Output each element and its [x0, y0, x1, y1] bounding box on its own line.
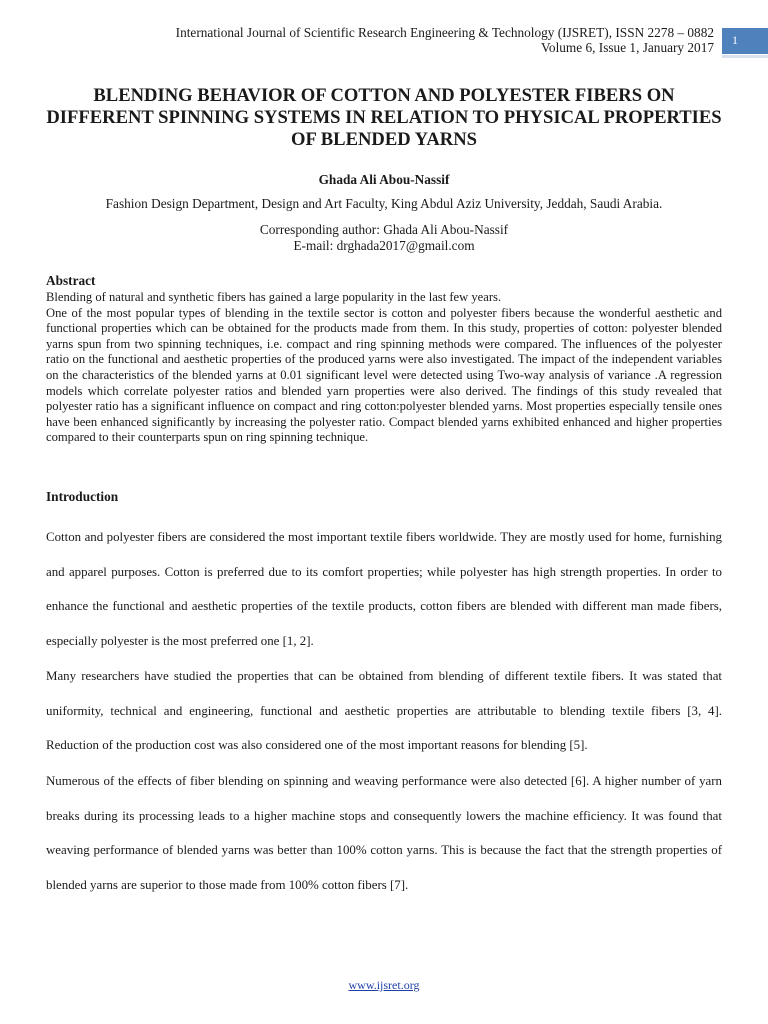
journal-header: International Journal of Scientific Research Engineering & Technology (IJSRET), ISSN 2278 – 0882 — [175, 25, 714, 40]
introduction-heading: Introduction — [46, 489, 119, 504]
issue-info: Volume 6, Issue 1, January 2017 — [541, 40, 714, 55]
corresponding-author: Corresponding author: Ghada Ali Abou-Nassif — [259, 222, 509, 237]
author-email: E-mail: drghada2017@gmail.com — [293, 237, 475, 253]
abstract-paragraph: One of the most popular types of blending in the textile sector is cotton and polyester fibers because the wonderful aesthetic and functional properties which can be obtained for the products made from them. In this study, properties of cotton: polyester blended yarns spun from two spinning techniques, i.e. compact and ring spinning methods were compared. The influences of the polyester ratio on the functional and aesthetic properties of the produced yarns were also investigated. The impact of the independent variables on the characteristics of the blended yarns at 0.01 significant level were detected using Two-way analysis of variance .A regression models which correlate polyester ratios and blended yarn properties were also derived. The findings of this study revealed that polyester ratio has a significant influence on compact and ring cotton:polyester blended yarns. Most properties especially tensile ones have been enhanced significantly by increasing the polyester ratio. Compact blended yarns exhibited enhanced and higher properties compared to their counterparts spun on ring spinning technique. — [46, 305, 722, 445]
page-number-badge: 1 — [722, 28, 768, 54]
author-name: Ghada Ali Abou-Nassif — [318, 172, 450, 187]
paper-title: BLENDING BEHAVIOR OF COTTON AND POLYESTER FIBERS ON DIFFERENT SPINNING SYSTEMS IN RELATION TO PHYSICAL PROPERTIES OF BLENDED YARNS — [46, 85, 722, 150]
abstract-paragraph: Blending of natural and synthetic fibers has gained a large popularity in the last few years. — [46, 290, 502, 304]
intro-paragraph: Many researchers have studied the properties that can be obtained from blending of different textile fibers. It was stated that uniformity, technical and engineering, functional and aesthetic properties are attributable to blending textile fibers [3, 4]. Reduction of the production cost was also considered one of the most important reasons for blending [5]. — [46, 669, 722, 752]
abstract-body — [46, 290, 722, 446]
journal-website-link[interactable]: www.ijsret.org — [348, 978, 420, 992]
author-affiliation: Fashion Design Department, Design and Art Faculty, King Abdul Aziz University, Jeddah, Saudi Arabia. — [105, 196, 663, 211]
footer — [0, 978, 768, 993]
intro-paragraph: Numerous of the effects of fiber blending on spinning and weaving performance were also detected [6]. A higher number of yarn breaks during its processing leads to a higher machine stops and consequently lowers the machine efficiency. It was found that weaving performance of blended yarns was better than 100% cotton yarns. This is because the fact that the strength properties of blended yarns are superior to those made from 100% cotton fibers [7]. — [46, 774, 722, 892]
corresponding-block — [0, 222, 768, 253]
abstract-heading: Abstract — [46, 273, 96, 288]
intro-paragraph: Cotton and polyester fibers are considered the most important textile fibers worldwide. They are mostly used for home, furnishing and apparel purposes. Cotton is preferred due to its comfort properties; while polyester has high strength properties. In order to enhance the functional and aesthetic properties of the textile products, cotton fibers are blended with different man made fibers, especially polyester is the most preferred one [1, 2]. — [46, 530, 722, 648]
